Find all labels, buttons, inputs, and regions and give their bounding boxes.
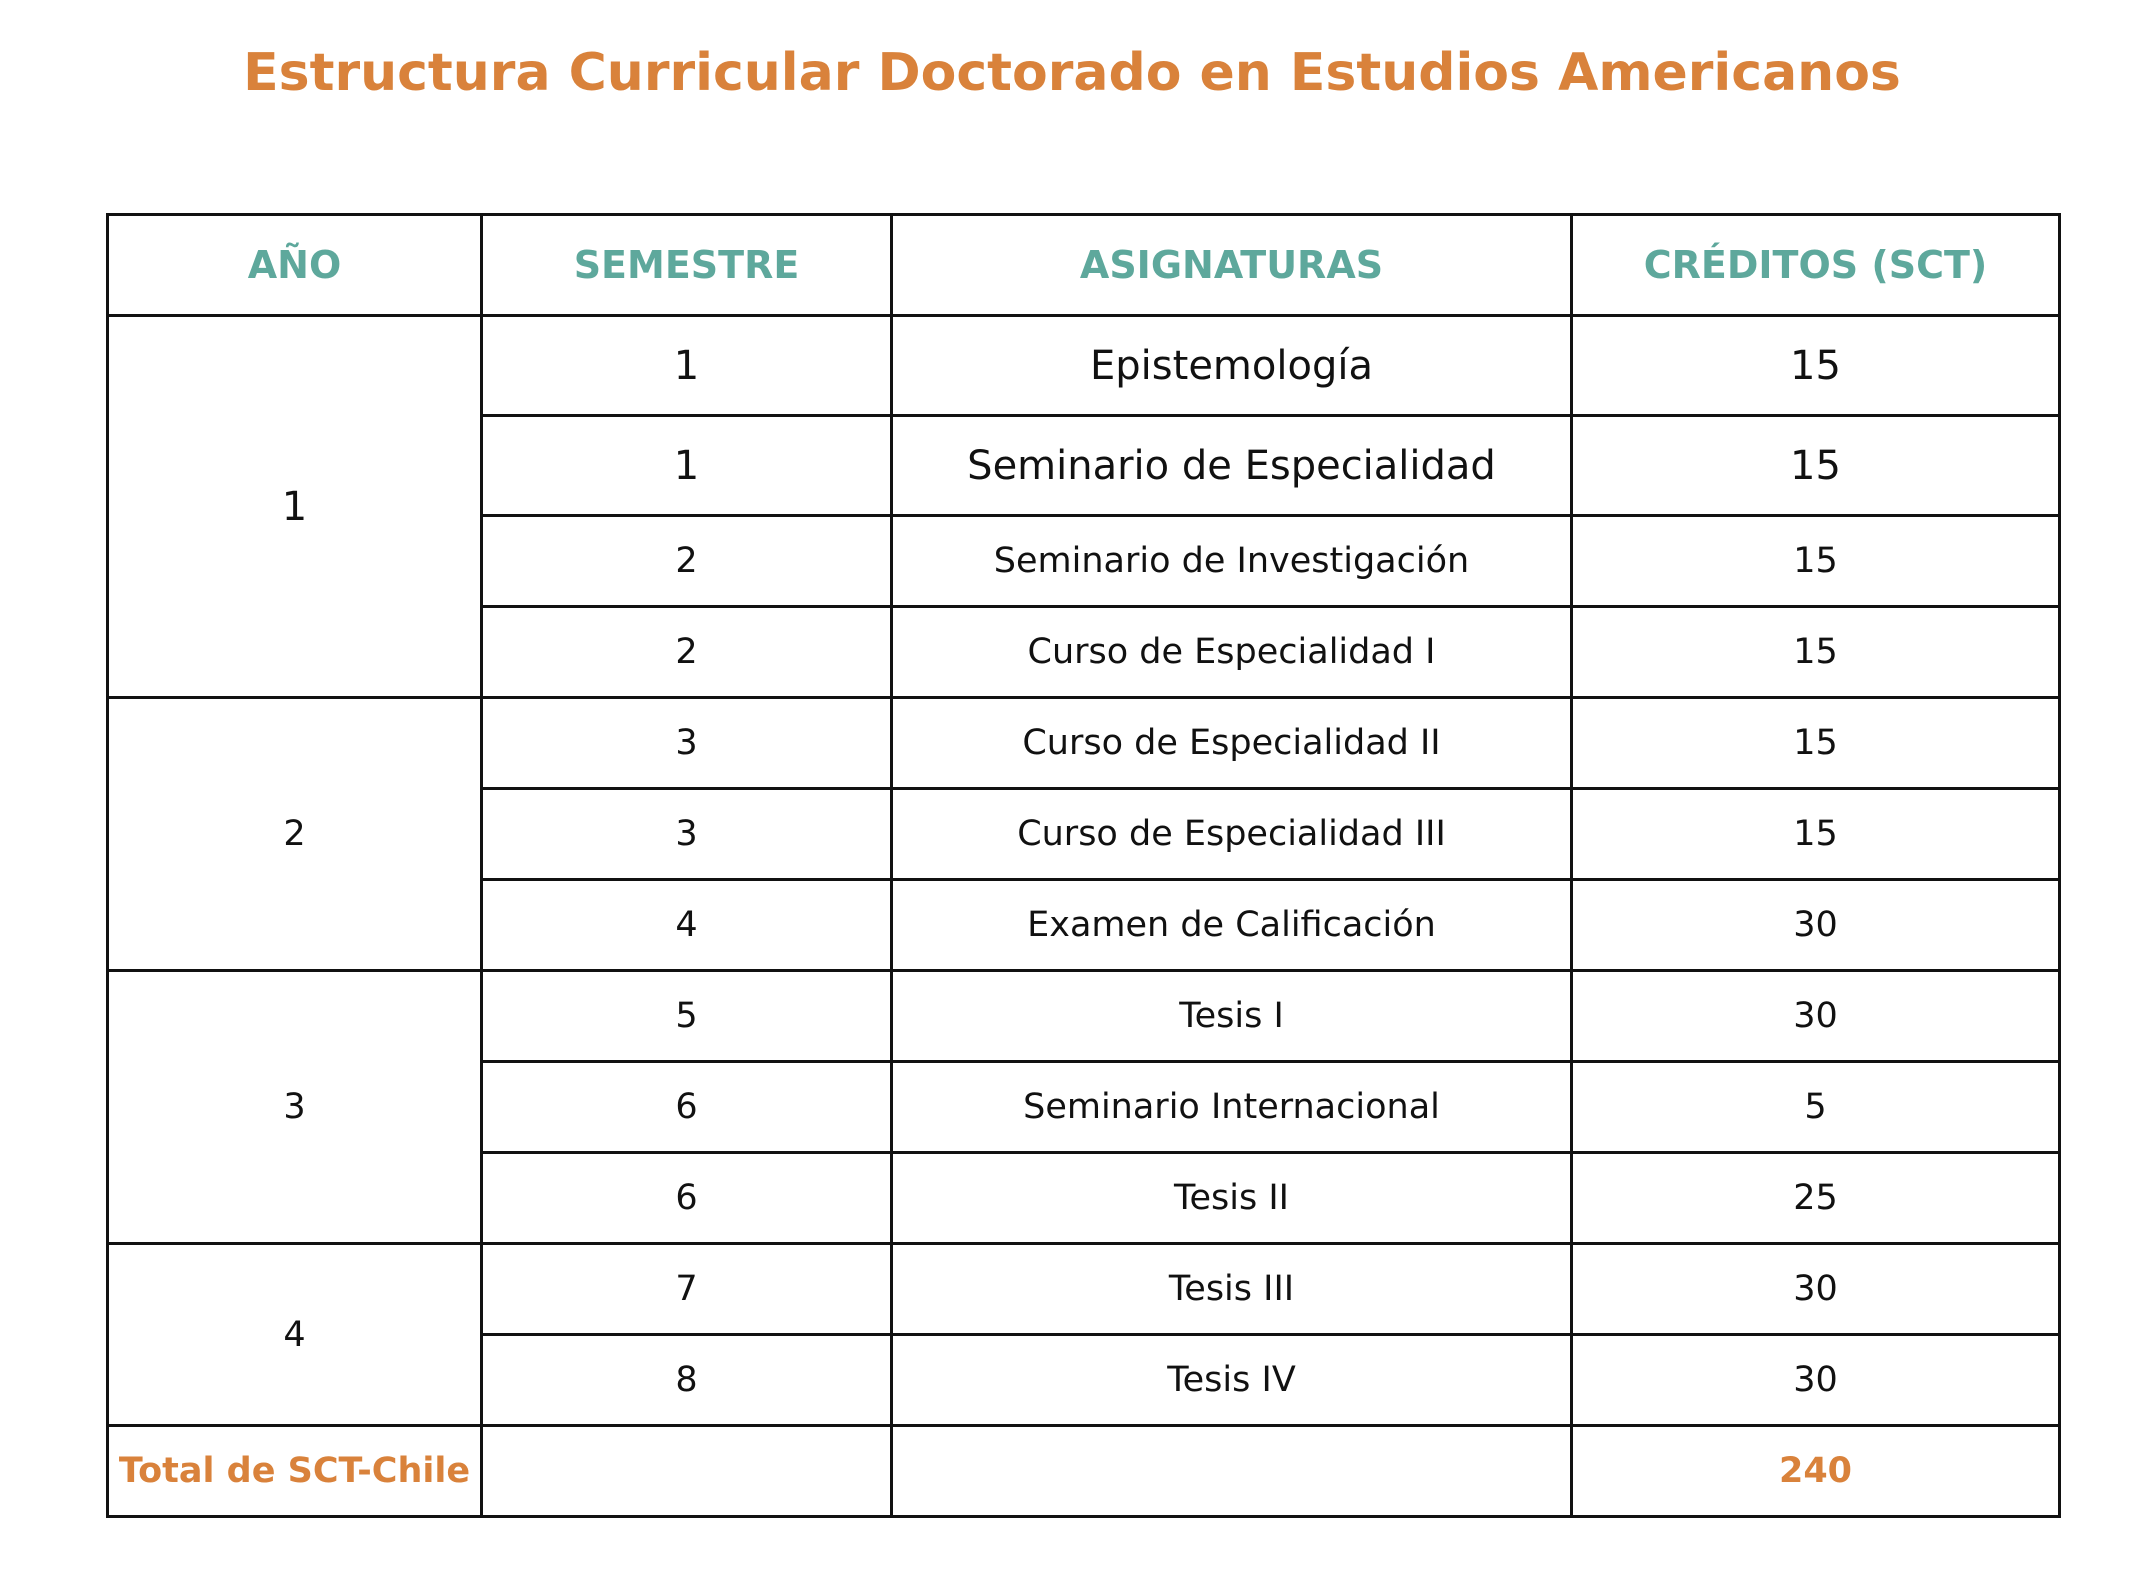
semestre-cell: 6	[482, 1062, 892, 1153]
creditos-cell: 15	[1572, 789, 2060, 880]
semestre-cell: 1	[482, 316, 892, 416]
asignatura-cell: Tesis II	[892, 1153, 1572, 1244]
curriculum-table	[106, 213, 2061, 1518]
year-cell: 1	[108, 316, 482, 698]
year-cell: 4	[108, 1244, 482, 1426]
total-label: Total de SCT-Chile	[108, 1426, 482, 1517]
asignatura-cell: Curso de Especialidad III	[892, 789, 1572, 880]
asignatura-cell: Seminario Internacional	[892, 1062, 1572, 1153]
total-empty-cell	[482, 1426, 892, 1517]
asignatura-cell: Examen de Calificación	[892, 880, 1572, 971]
total-creditos: 240	[1572, 1426, 2060, 1517]
semestre-cell: 2	[482, 516, 892, 607]
year-cell: 2	[108, 698, 482, 971]
header-row	[108, 215, 2060, 316]
creditos-cell: 30	[1572, 1335, 2060, 1426]
header-anio: AÑO	[108, 215, 482, 316]
table-row	[108, 971, 2060, 1062]
table-row	[108, 1244, 2060, 1335]
semestre-cell: 5	[482, 971, 892, 1062]
creditos-cell: 15	[1572, 607, 2060, 698]
table-row	[108, 316, 2060, 416]
header-asignaturas: ASIGNATURAS	[892, 215, 1572, 316]
creditos-cell: 25	[1572, 1153, 2060, 1244]
semestre-cell: 8	[482, 1335, 892, 1426]
semestre-cell: 6	[482, 1153, 892, 1244]
creditos-cell: 30	[1572, 880, 2060, 971]
creditos-cell: 5	[1572, 1062, 2060, 1153]
creditos-cell: 15	[1572, 516, 2060, 607]
header-creditos: CRÉDITOS (SCT)	[1572, 215, 2060, 316]
asignatura-cell: Tesis I	[892, 971, 1572, 1062]
asignatura-cell: Tesis III	[892, 1244, 1572, 1335]
asignatura-cell: Seminario de Especialidad	[892, 416, 1572, 516]
asignatura-cell: Seminario de Investigación	[892, 516, 1572, 607]
creditos-cell: 15	[1572, 316, 2060, 416]
table-row	[108, 698, 2060, 789]
asignatura-cell: Epistemología	[892, 316, 1572, 416]
asignatura-cell: Curso de Especialidad I	[892, 607, 1572, 698]
total-empty-cell	[892, 1426, 1572, 1517]
semestre-cell: 3	[482, 698, 892, 789]
page-title: Estructura Curricular Doctorado en Estudios Americanos	[243, 43, 1901, 103]
creditos-cell: 15	[1572, 416, 2060, 516]
semestre-cell: 1	[482, 416, 892, 516]
semestre-cell: 2	[482, 607, 892, 698]
semestre-cell: 7	[482, 1244, 892, 1335]
semestre-cell: 4	[482, 880, 892, 971]
semestre-cell: 3	[482, 789, 892, 880]
header-semestre: SEMESTRE	[482, 215, 892, 316]
asignatura-cell: Tesis IV	[892, 1335, 1572, 1426]
year-cell: 3	[108, 971, 482, 1244]
creditos-cell: 15	[1572, 698, 2060, 789]
asignatura-cell: Curso de Especialidad II	[892, 698, 1572, 789]
total-row	[108, 1426, 2060, 1517]
creditos-cell: 30	[1572, 971, 2060, 1062]
creditos-cell: 30	[1572, 1244, 2060, 1335]
